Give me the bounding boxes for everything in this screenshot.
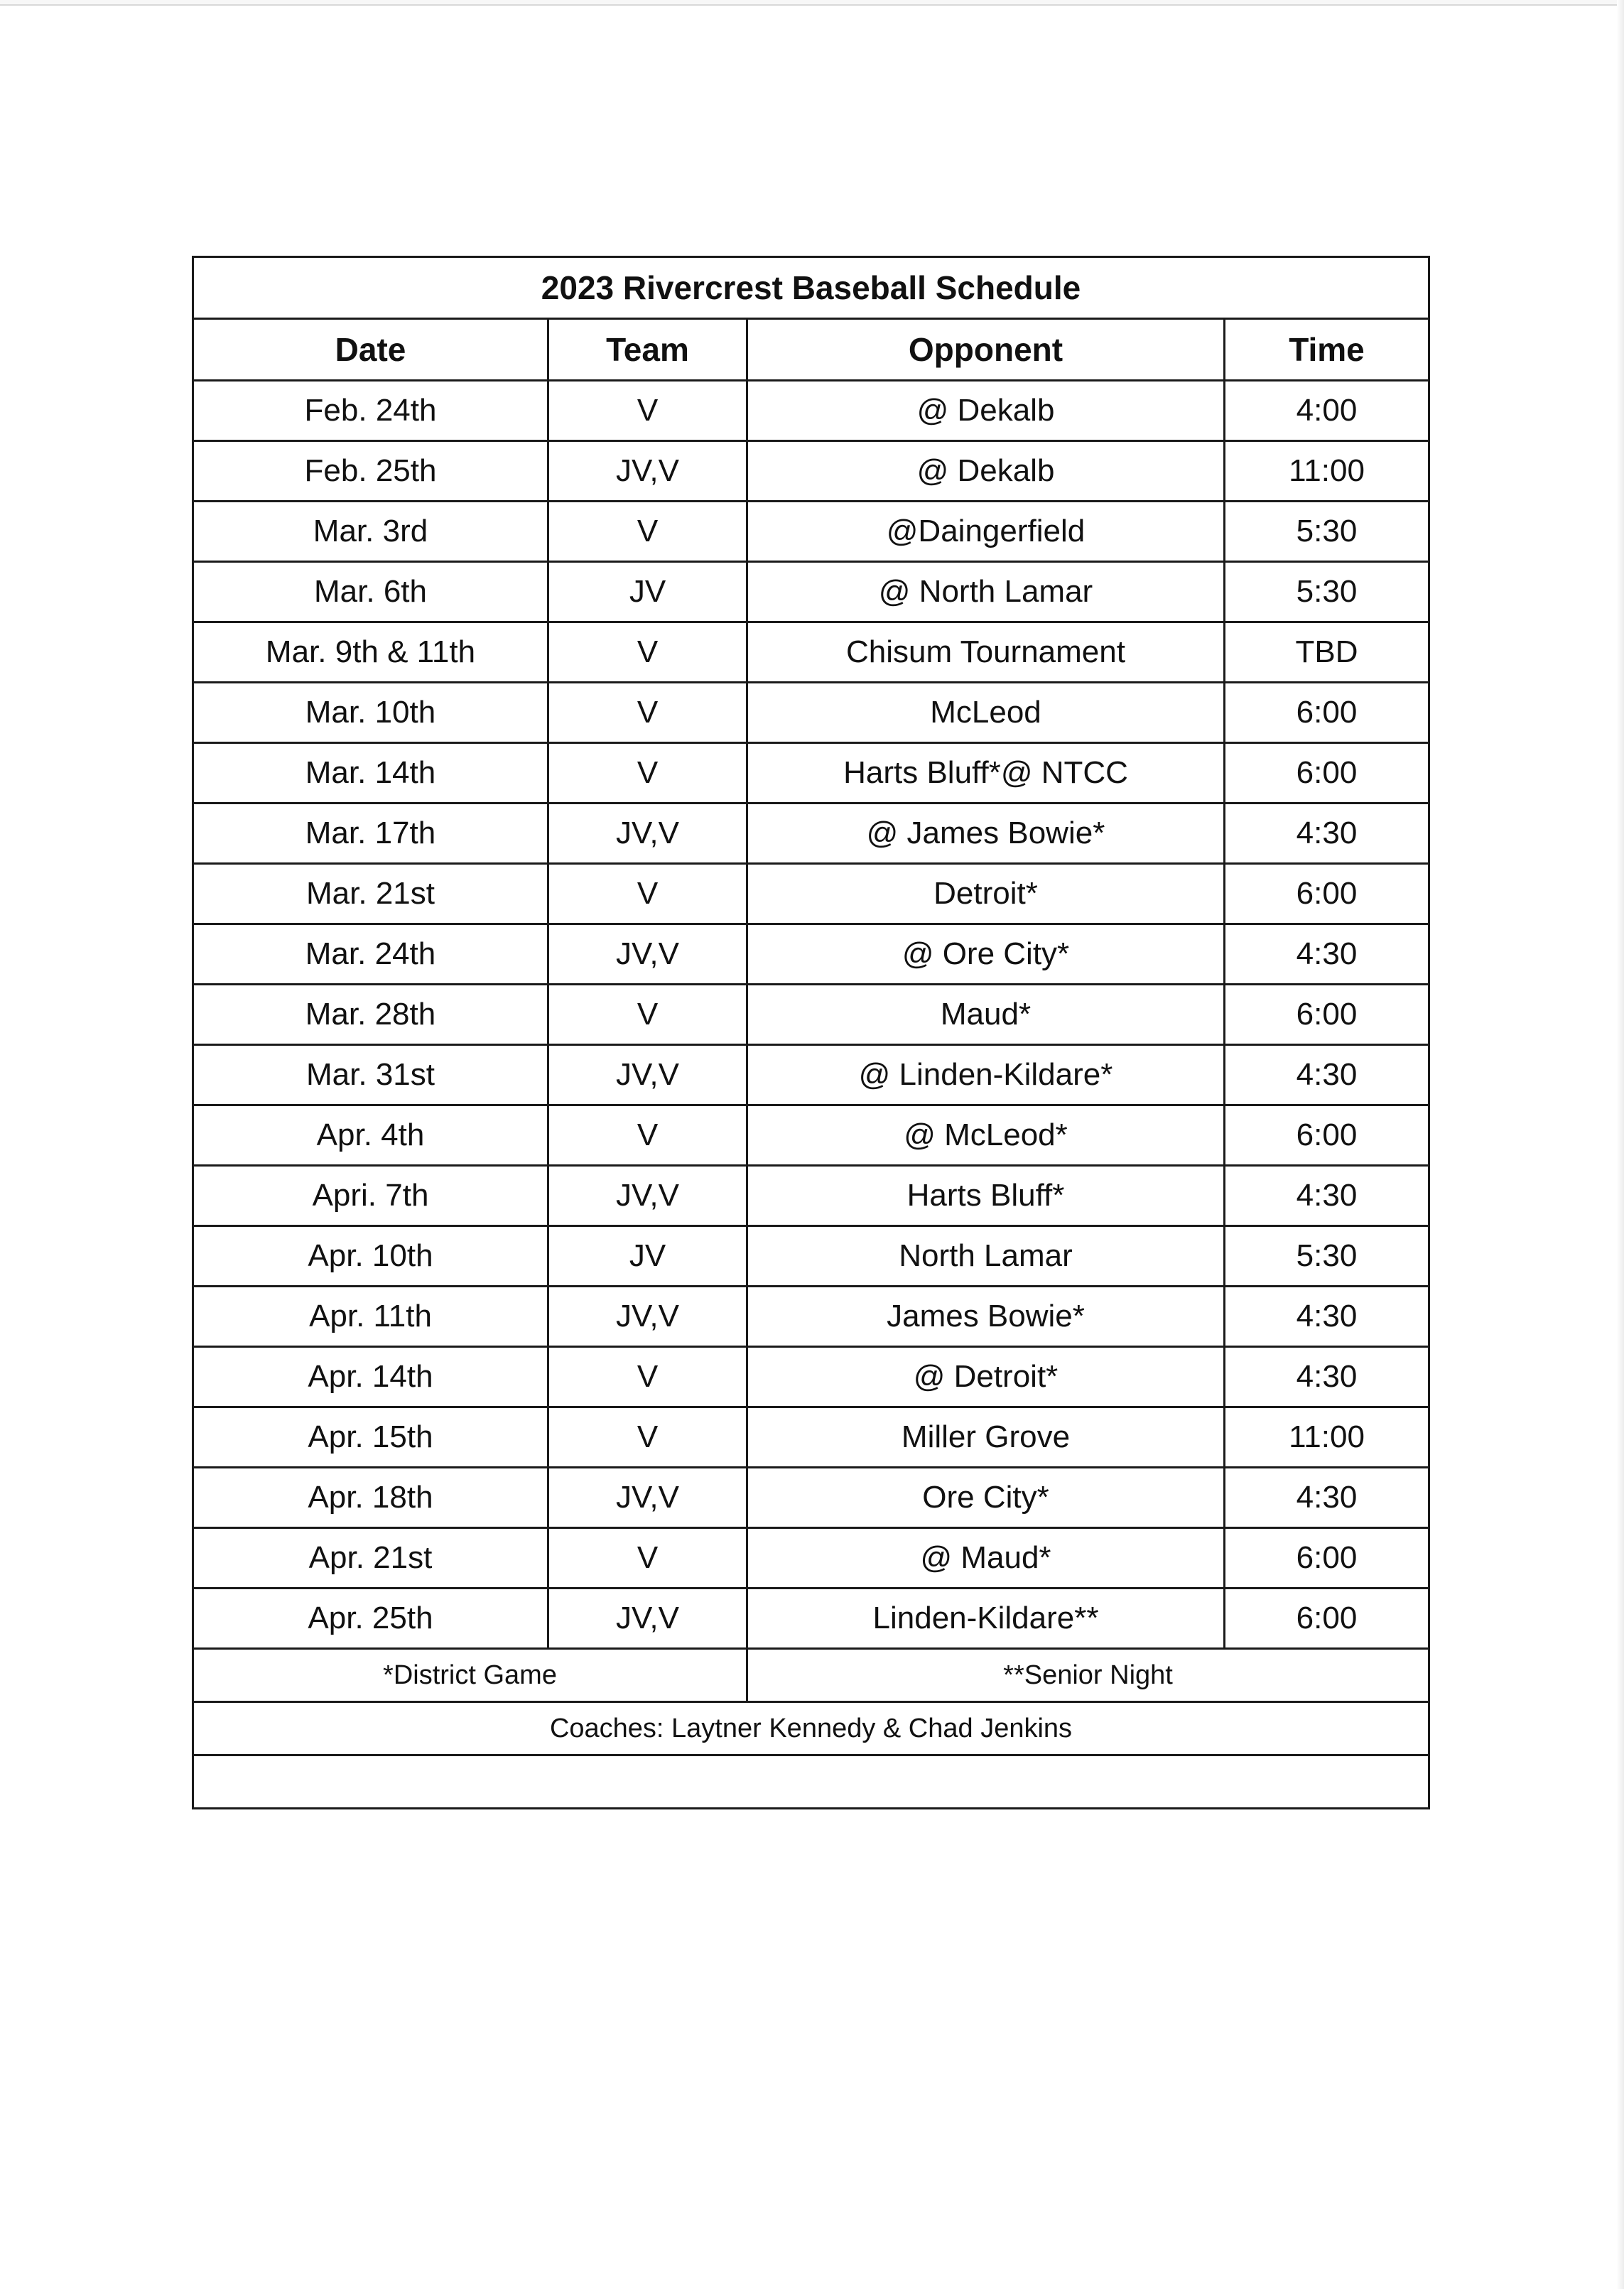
game-opponent: @ North Lamar [747,562,1225,622]
game-date: Apr. 4th [193,1105,548,1166]
game-time: 4:30 [1225,803,1429,864]
table-row [193,803,1429,864]
column-header-opponent: Opponent [747,319,1225,381]
game-time: 5:30 [1225,562,1429,622]
game-team: JV,V [548,1589,747,1649]
game-team: V [548,743,747,803]
scan-edge-top [0,0,1624,6]
table-row [193,1045,1429,1105]
game-team: V [548,683,747,743]
table-row [193,1528,1429,1589]
game-time: 6:00 [1225,1589,1429,1649]
schedule-table [192,256,1430,1809]
game-team: JV [548,562,747,622]
game-time: 4:30 [1225,924,1429,985]
table-row [193,1468,1429,1528]
game-date: Apri. 7th [193,1166,548,1226]
schedule-title: 2023 Rivercrest Baseball Schedule [193,257,1429,319]
game-time: 6:00 [1225,985,1429,1045]
game-date: Apr. 10th [193,1226,548,1287]
game-team: V [548,1105,747,1166]
game-opponent: Harts Bluff* [747,1166,1225,1226]
game-date: Mar. 14th [193,743,548,803]
table-row [193,622,1429,683]
game-team: V [548,864,747,924]
game-team: JV,V [548,803,747,864]
game-opponent: Linden-Kildare** [747,1589,1225,1649]
title-row [193,257,1429,319]
table-row [193,1166,1429,1226]
game-team: V [548,1347,747,1407]
game-team: JV,V [548,1468,747,1528]
schedule-document [192,256,1428,1809]
game-date: Mar. 21st [193,864,548,924]
table-row [193,562,1429,622]
table-row [193,864,1429,924]
game-date: Mar. 10th [193,683,548,743]
game-time: 5:30 [1225,502,1429,562]
game-opponent: @ Ore City* [747,924,1225,985]
game-date: Apr. 15th [193,1407,548,1468]
scan-edge-right [1617,0,1624,2289]
table-row [193,683,1429,743]
game-opponent: Harts Bluff*@ NTCC [747,743,1225,803]
game-date: Mar. 6th [193,562,548,622]
game-opponent: @ Dekalb [747,381,1225,441]
coaches-text: Coaches: Laytner Kennedy & Chad Jenkins [193,1702,1429,1755]
game-opponent: @ Detroit* [747,1347,1225,1407]
game-date: Mar. 3rd [193,502,548,562]
game-date: Mar. 28th [193,985,548,1045]
column-header-date: Date [193,319,548,381]
game-time: 11:00 [1225,441,1429,502]
game-time: 6:00 [1225,683,1429,743]
game-team: V [548,502,747,562]
game-team: JV,V [548,441,747,502]
game-time: 6:00 [1225,864,1429,924]
game-team: V [548,381,747,441]
notes-row [193,1649,1429,1702]
game-opponent: @ Linden-Kildare* [747,1045,1225,1105]
district-game-note: *District Game [193,1649,747,1702]
game-opponent: Chisum Tournament [747,622,1225,683]
game-team: V [548,1528,747,1589]
column-header-team: Team [548,319,747,381]
game-date: Feb. 24th [193,381,548,441]
game-opponent: McLeod [747,683,1225,743]
game-opponent: Maud* [747,985,1225,1045]
table-row [193,502,1429,562]
game-date: Mar. 17th [193,803,548,864]
game-date: Apr. 21st [193,1528,548,1589]
game-time: TBD [1225,622,1429,683]
game-team: V [548,1407,747,1468]
game-opponent: James Bowie* [747,1287,1225,1347]
table-row [193,1589,1429,1649]
empty-bottom-row [193,1755,1429,1809]
game-opponent: Miller Grove [747,1407,1225,1468]
game-team: JV [548,1226,747,1287]
game-team: JV,V [548,924,747,985]
game-opponent: @ Maud* [747,1528,1225,1589]
game-date: Mar. 31st [193,1045,548,1105]
game-opponent: North Lamar [747,1226,1225,1287]
game-opponent: @Daingerfield [747,502,1225,562]
game-team: JV,V [548,1166,747,1226]
game-time: 6:00 [1225,743,1429,803]
table-row [193,1347,1429,1407]
game-date: Apr. 11th [193,1287,548,1347]
game-time: 4:00 [1225,381,1429,441]
game-time: 6:00 [1225,1528,1429,1589]
coaches-row [193,1702,1429,1755]
table-row [193,924,1429,985]
game-time: 5:30 [1225,1226,1429,1287]
game-team: JV,V [548,1287,747,1347]
table-row [193,381,1429,441]
game-date: Mar. 24th [193,924,548,985]
game-team: V [548,985,747,1045]
game-time: 11:00 [1225,1407,1429,1468]
game-date: Apr. 14th [193,1347,548,1407]
table-row [193,441,1429,502]
game-date: Mar. 9th & 11th [193,622,548,683]
game-time: 4:30 [1225,1287,1429,1347]
table-row [193,743,1429,803]
game-opponent: @ James Bowie* [747,803,1225,864]
game-opponent: Detroit* [747,864,1225,924]
game-time: 4:30 [1225,1468,1429,1528]
table-row [193,1226,1429,1287]
column-header-time: Time [1225,319,1429,381]
game-time: 4:30 [1225,1166,1429,1226]
game-date: Feb. 25th [193,441,548,502]
table-row [193,1105,1429,1166]
game-opponent: @ Dekalb [747,441,1225,502]
game-date: Apr. 18th [193,1468,548,1528]
game-date: Apr. 25th [193,1589,548,1649]
game-team: JV,V [548,1045,747,1105]
empty-cell [193,1755,1429,1809]
table-row [193,1287,1429,1347]
senior-night-note: **Senior Night [747,1649,1429,1702]
header-row [193,319,1429,381]
game-time: 4:30 [1225,1347,1429,1407]
table-row [193,1407,1429,1468]
game-time: 4:30 [1225,1045,1429,1105]
game-time: 6:00 [1225,1105,1429,1166]
game-team: V [548,622,747,683]
game-opponent: @ McLeod* [747,1105,1225,1166]
game-opponent: Ore City* [747,1468,1225,1528]
table-row [193,985,1429,1045]
